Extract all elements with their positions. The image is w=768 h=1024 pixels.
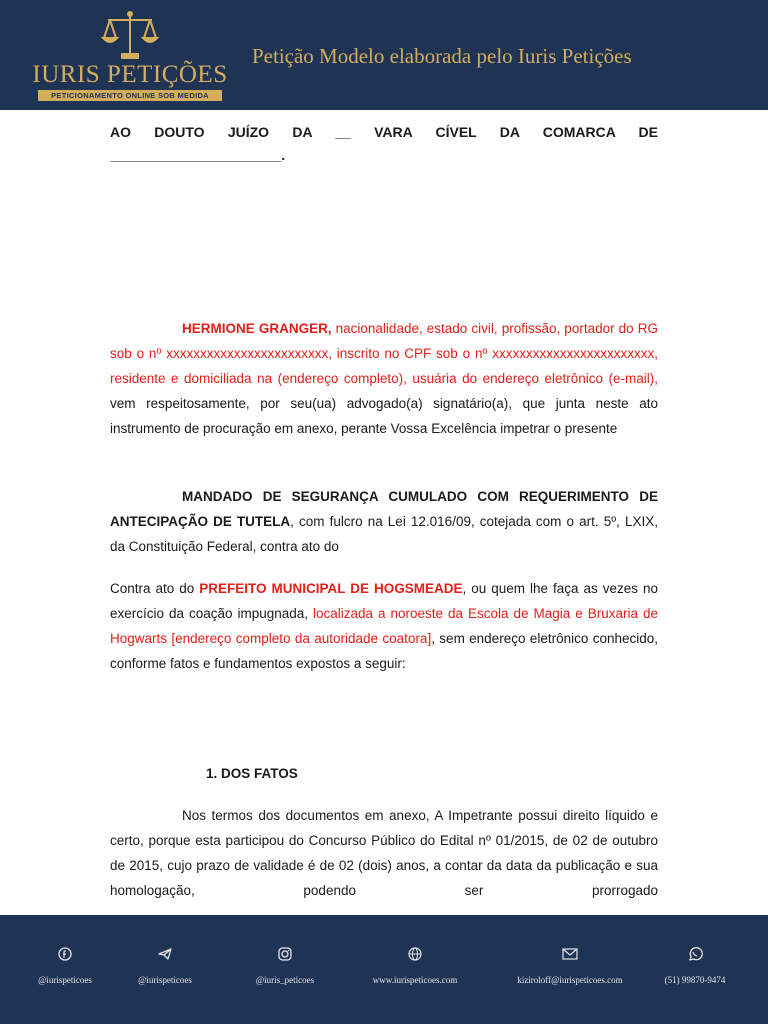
facts-paragraph: Nos termos dos documentos em anexo, A Impetrante possui direito líquido e certo, porque esta participou do Concurso Público do Edital nº 01/2015, de 02 de outubro de 2015, cujo prazo de validade é de 02 (dois) anos, a contar da data da publicação e sua homologação, podendo ser prorrogado	[110, 808, 658, 898]
footer-instagram[interactable]	[240, 943, 330, 985]
mail-icon	[559, 943, 581, 965]
section-title: 1. DOS FATOS	[206, 766, 298, 781]
party-name: HERMIONE GRANGER,	[182, 321, 332, 336]
footer-label: www.iurispeticoes.com	[372, 975, 458, 985]
court-address-blank: ______________________.	[110, 147, 286, 163]
header-title: Petição Modelo elaborada pelo Iuris Petições	[252, 44, 632, 68]
page-footer	[0, 915, 768, 1024]
footer-label: @iuris_peticoes	[255, 975, 315, 985]
footer-telegram[interactable]	[125, 943, 205, 985]
facebook-icon	[54, 943, 76, 965]
authority-paragraph	[110, 576, 658, 676]
instagram-icon	[274, 943, 296, 965]
footer-label: (51) 99870-9474	[664, 975, 726, 985]
qualification-paragraph	[110, 316, 658, 441]
party-details: nacionalidade, estado civil, profissão, portador do RG sob o nº xxxxxxxxxxxxxxxxxxxxxxxx, inscrito no CPF sob o nº xxxxxxxxxxxxxxxxxxxxxxxx, residente e domiciliada na (endereço completo), usuária do endereço eletrônico (e-mail),	[110, 321, 658, 386]
authority-name: PREFEITO MUNICIPAL DE HOGSMEADE	[199, 581, 463, 596]
footer-website[interactable]	[360, 943, 470, 985]
logo-title: IURIS PETIÇÕES	[32, 61, 228, 88]
document-body	[110, 118, 658, 898]
action-paragraph	[110, 484, 658, 559]
globe-icon	[404, 943, 426, 965]
logo	[30, 6, 230, 106]
footer-label: kiziroloff@iurispeticoes.com	[517, 975, 623, 985]
logo-subtitle: PETICIONAMENTO ONLINE SOB MEDIDA	[38, 90, 222, 101]
authority-location: localizada a noroeste da Escola de Magia e Bruxaria de Hogwarts [endereço completo da autoridade coatora]	[110, 606, 658, 646]
footer-facebook[interactable]	[25, 943, 105, 985]
footer-label: @iurispeticoes	[138, 975, 192, 985]
authority-closing: , sem endereço eletrônico conhecido, conforme fatos e fundamentos expostos a seguir:	[110, 631, 658, 671]
party-request: vem respeitosamente, por seu(ua) advogado(a) signatário(a), que junta neste ato instrumento de procuração em anexo, perante Vossa Excelência impetrar o presente	[110, 396, 658, 436]
whatsapp-icon	[684, 943, 706, 965]
action-basis: , com fulcro na Lei 12.016/09, cotejada com o art. 5º, LXIX, da Constituição Federal, contra ato do	[110, 514, 658, 554]
page-header	[0, 0, 768, 110]
court-address: AO DOUTO JUÍZO DA __ VARA CÍVEL DA COMARCA DE	[110, 124, 658, 140]
authority-text: , ou quem lhe faça as vezes no exercício da coação impugnada,	[110, 581, 658, 621]
footer-label: @iurispeticoes	[38, 975, 92, 985]
scales-of-justice-icon	[100, 8, 160, 62]
footer-email[interactable]	[500, 943, 640, 985]
telegram-icon	[154, 943, 176, 965]
footer-whatsapp[interactable]	[650, 943, 740, 985]
action-title: MANDADO DE SEGURANÇA CUMULADO COM REQUERIMENTO DE ANTECIPAÇÃO DE TUTELA	[110, 489, 658, 529]
authority-intro: Contra ato do	[110, 581, 200, 596]
